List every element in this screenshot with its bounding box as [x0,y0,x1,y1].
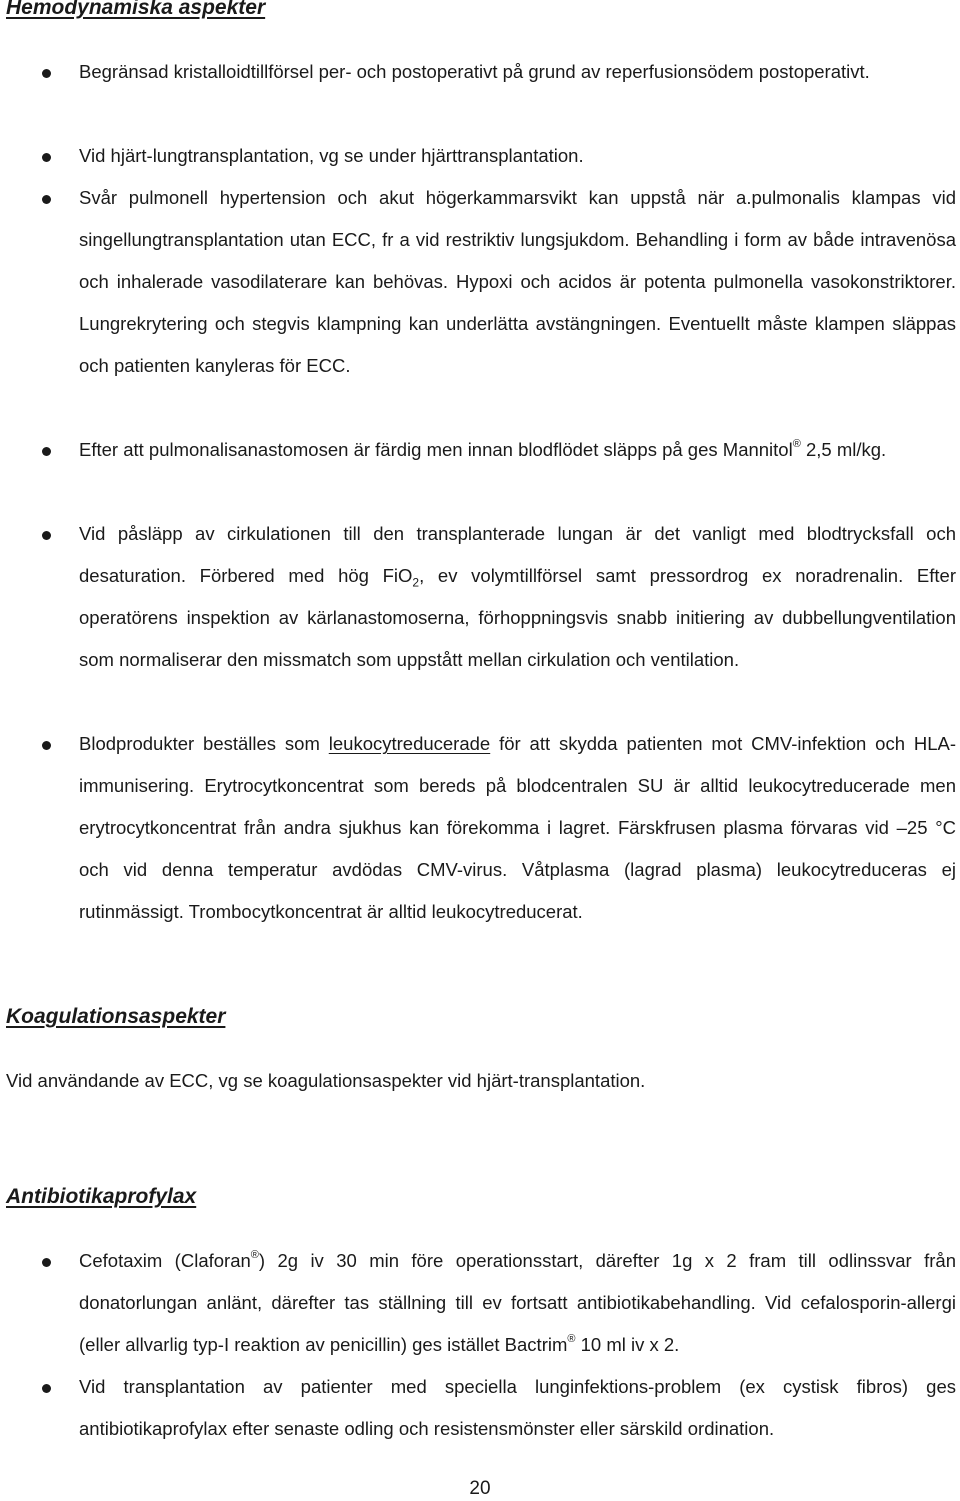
subscript: 2 [412,575,420,590]
bullet-icon [42,153,51,162]
registered-mark: ® [792,438,801,450]
list-item-text: Vid transplantation av patienter med speciella lunginfektions-problem (ex cystisk fibros) ges antibiotikaprofylax efter senaste odling och resistensmönster eller särskild ordination. [79,1376,956,1439]
list-item-text: Blodprodukter beställes som leukocytreducerade för att skydda patienten mot CMV-infektion och HLA-immunisering. Erytrocytkoncentrat som bereds på blodcentralen SU är alltid leukocytreducerade men erytrocytkoncentrat från andra sjukhus kan förekomma i lagret. Färskfrusen plasma förvaras vid –25 °C och vid denna temperatur avdödas CMV-virus. Våtplasma (lagrad plasma) leukocytreduceras ej rutinmässigt. Trombocytkoncentrat är alltid leukocytreducerat. [79,733,956,922]
list-item-text: Svår pulmonell hypertension och akut högerkammarsvikt kan uppstå när a.pulmonalis klampas vid singellungtransplantation utan ECC, fr a vid restriktiv lungsjukdom. Behandling i form av både intravenösa och inhalerade vasodilaterare kan behövas. Hypoxi och acidos är potenta pulmonella vasokonstriktorer. Lungrekrytering och stegvis klampning kan underlätta avstängningen. Eventuellt måste klampen släppas och patienten kanyleras för ECC. [79,187,956,376]
list-item-text: Vid hjärt-lungtransplantation, vg se under hjärttransplantation. [79,145,584,166]
list-item-text: Begränsad kristalloidtillförsel per- och postoperativt på grund av reperfusionsödem postoperativt. [79,61,870,82]
registered-mark: ® [250,1249,259,1261]
bullet-icon [42,195,51,204]
list-item-text: Cefotaxim (Claforan®) 2g iv 30 min före operationsstart, därefter 1g x 2 fram till odlinssvar från donatorlungan anlänt, därefter tas ställning till ev fortsatt antibiotikabehandling. Vid cefalosporin-allergi (eller allvarlig typ-I reaktion av penicillin) ges istället Bactrim® 10 ml iv x 2. [79,1249,956,1355]
bullet-icon [42,1258,51,1267]
bullet-icon [42,741,51,750]
registered-mark: ® [567,1333,576,1345]
section-heading-antibiotika: Antibiotikaprofylax [6,1185,197,1208]
bullet-icon [42,1384,51,1393]
bullet-icon [42,531,51,540]
koagulation-text: Vid användande av ECC, vg se koagulationsaspekter vid hjärt-transplantation. [6,1070,646,1091]
page-number: 20 [469,1478,491,1499]
list-item-text: Efter att pulmonalisanastomosen är färdig men innan blodflödet släpps på ges Mannitol® 2,5 ml/kg. [79,438,887,460]
bullet-icon [42,69,51,78]
section-heading-hemodynamik: Hemodynamiska aspekter [6,0,266,19]
underlined-term: leukocytreducerade [328,733,491,754]
section-heading-koagulation: Koagulationsaspekter [6,1005,226,1028]
bullet-icon [42,447,51,456]
list-item-text: Vid påsläpp av cirkulationen till den transplanterade lungan är det vanligt med blodtrycksfall och desaturation. Förbered med hög FiO$_2$, ev volymtillförsel samt pressordrog ex noradrenalin. Efter operatörens inspektion av kärlanastomoserna, förhoppningsvis snabb initiering av dubbellungventilation som normaliserar den missmatch som uppstått mellan cirkulation och ventilation. [79,523,956,670]
